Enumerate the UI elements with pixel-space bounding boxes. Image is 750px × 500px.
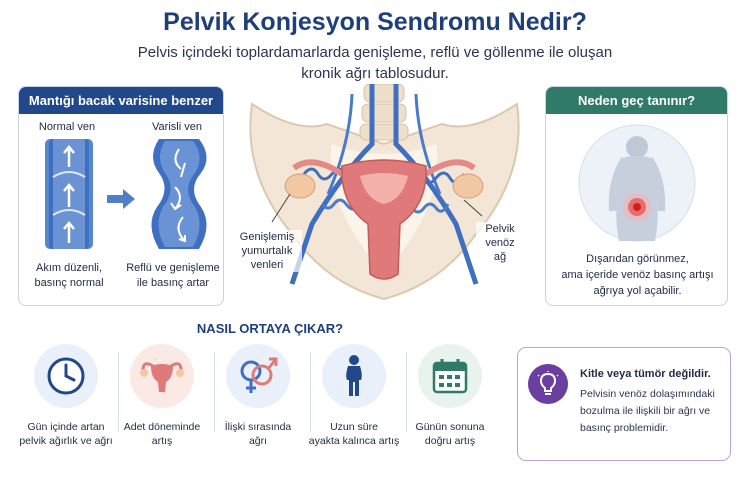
normal-vein-label: Normal ven [38, 121, 96, 133]
cause-text-line-2: pelvik ağırlık ve ağrı [19, 435, 113, 447]
network-label-line-2: venöz [485, 237, 515, 249]
cause-text-line-2: doğru artış [424, 435, 476, 447]
pelvic-venous-network-label [476, 222, 524, 264]
not-a-tumor-note [517, 347, 731, 461]
cause-item-standing [306, 344, 402, 448]
late-diagnosis-description [550, 251, 725, 299]
ovarian-veins-label [232, 230, 302, 272]
cause-text-line-1: Günün sonuna [415, 421, 485, 433]
varicose-desc-line-1: Reflü ve genişleme [126, 262, 220, 274]
varicose-vein-description [123, 261, 223, 291]
uterus-icon [130, 344, 194, 408]
varicose-vein-icon [151, 139, 206, 249]
pelvic-anatomy-illustration [232, 84, 537, 310]
cause-text-line-1: Adet döneminde [123, 421, 201, 433]
subtitle-line-2: kronik ağrı tablosudur. [301, 65, 449, 82]
calendar-icon [418, 344, 482, 408]
vein-comparison-card [18, 86, 224, 306]
ovarian-label-line-2: yumurtalık [241, 245, 293, 257]
page-subtitle [90, 42, 660, 84]
cause-text-line-1: İlişki sırasında [224, 421, 292, 433]
standing-person-icon [322, 344, 386, 408]
late-diagnosis-card [545, 86, 728, 306]
normal-vein-description [23, 261, 115, 291]
vein-comparison-illustration [19, 137, 225, 257]
late-desc-line-3: ağrıya yol açabilir. [593, 285, 682, 297]
lightbulb-icon [528, 364, 568, 404]
vein-comparison-header: Mantığı bacak varisine benzer [19, 87, 223, 114]
pelvis-icon [232, 84, 537, 310]
ovarian-label-line-3: venleri [250, 259, 284, 271]
note-title: Kitle veya tümör değildir. [580, 368, 711, 380]
normal-desc-line-2: basınç normal [34, 277, 104, 289]
network-label-line-3: ağ [493, 251, 507, 263]
late-diagnosis-header: Neden geç tanınır? [546, 87, 727, 114]
varicose-vein-label: Varisli ven [152, 121, 202, 133]
right-arrow-icon [107, 189, 135, 209]
causes-section-title: NASIL ORTAYA ÇIKAR? [196, 321, 344, 336]
normal-desc-line-1: Akım düzenli, [35, 262, 103, 274]
subtitle-line-1: Pelvis içindeki toplardamarlarda genişleme, reflü ve göllenme ile oluşan [137, 44, 613, 61]
network-label-line-1: Pelvik [485, 223, 515, 235]
cause-text-line-2: ayakta kalınca artış [308, 435, 400, 447]
cause-text-line-2: artış [151, 435, 173, 447]
varicose-desc-line-2: ile basınç artar [136, 277, 210, 289]
cause-item-daily-pain [18, 344, 114, 448]
cause-item-end-of-day [402, 344, 498, 448]
cause-text-line-2: ağrı [248, 435, 268, 447]
clock-icon [34, 344, 98, 408]
cause-item-menstruation [114, 344, 210, 448]
cause-item-intercourse [210, 344, 306, 448]
normal-vein-icon [45, 139, 93, 249]
cause-text-line-1: Uzun süre [330, 421, 378, 433]
cause-text-line-1: Gün içinde artan [27, 421, 105, 433]
page-title: Pelvik Konjesyon Sendromu Nedir? [163, 8, 587, 36]
late-desc-line-2: ama içeride venöz basınç artışı [561, 269, 714, 281]
gender-symbols-icon [226, 344, 290, 408]
late-desc-line-1: Dışarıdan görünmez, [586, 253, 689, 265]
note-body: Pelvisin venöz dolaşımındaki bozulma ile ilişkili bir ağrı ve basınç problemidir. [580, 388, 715, 434]
female-silhouette-icon [575, 121, 699, 245]
ovarian-label-line-1: Genişlemiş [239, 231, 295, 243]
